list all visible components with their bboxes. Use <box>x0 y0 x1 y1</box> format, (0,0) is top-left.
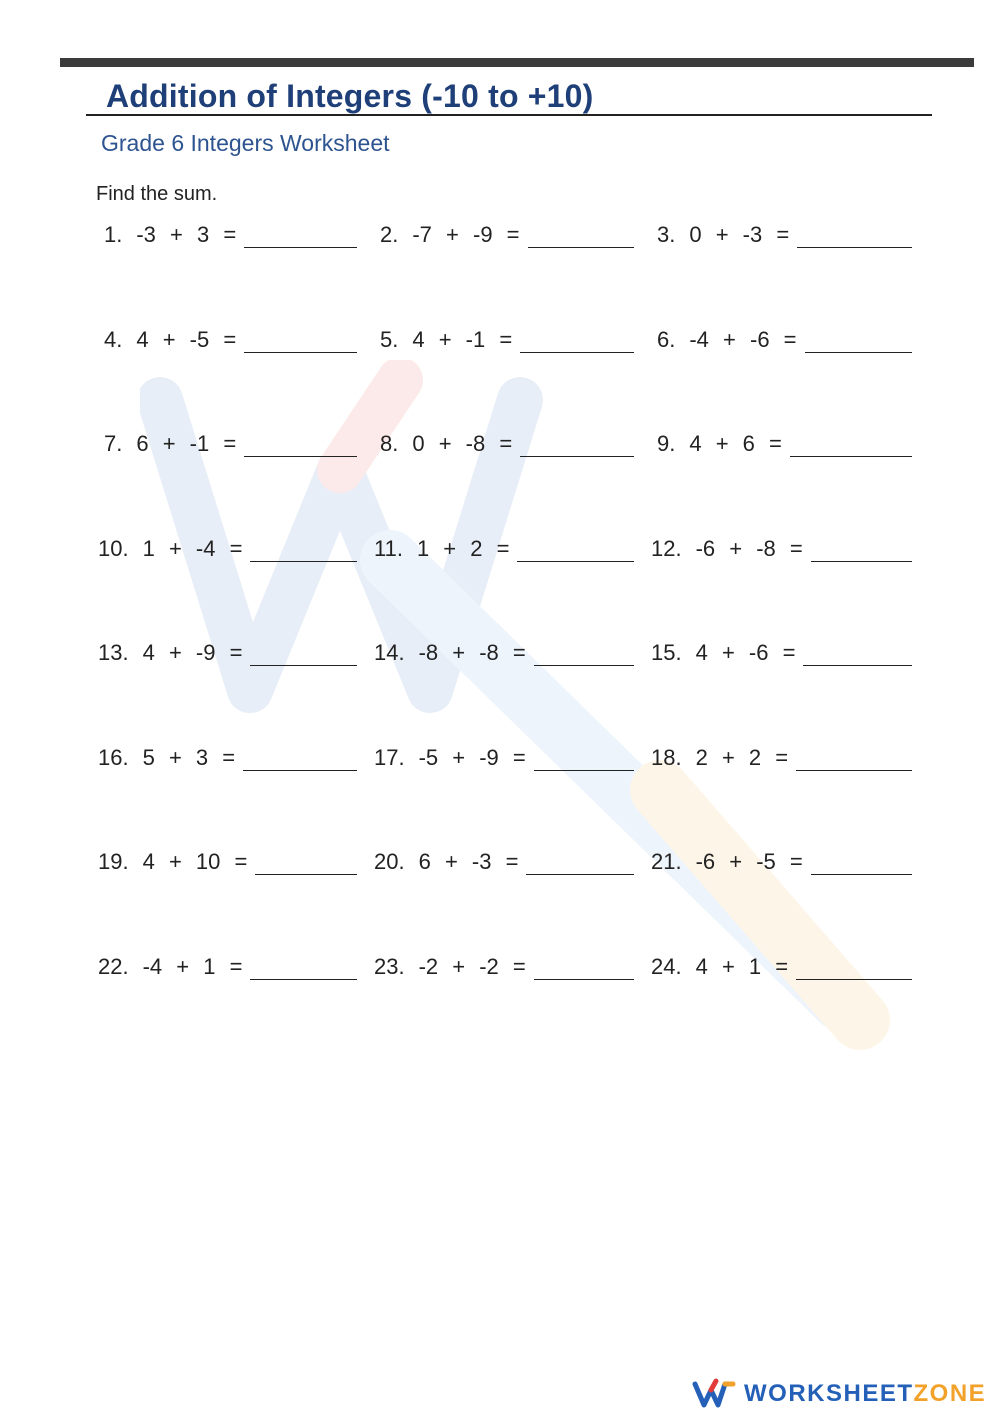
problem-number: 23. <box>374 953 405 979</box>
problem-item <box>374 839 634 875</box>
problem-expression: 4 + 6 = <box>689 431 782 456</box>
problem-item <box>657 212 912 248</box>
brand-text-zone: ZONE <box>913 1380 987 1407</box>
answer-blank[interactable] <box>811 850 912 875</box>
answer-blank[interactable] <box>528 223 634 248</box>
worksheetzone-logo-icon <box>692 1378 736 1410</box>
answer-blank[interactable] <box>244 328 357 353</box>
problem-item <box>374 526 634 562</box>
problem-item <box>651 735 912 771</box>
problem-expression: 1 + -4 = <box>142 535 243 561</box>
problem-item <box>657 421 912 457</box>
problem-expression: -4 + -6 = <box>689 326 797 352</box>
answer-blank[interactable] <box>520 432 634 457</box>
answer-blank[interactable] <box>517 537 634 562</box>
problem-number: 19. <box>98 849 129 874</box>
problem-item <box>374 944 634 980</box>
problem-number: 2. <box>380 222 399 247</box>
answer-blank[interactable] <box>534 641 634 666</box>
problem-number: 24. <box>651 953 682 979</box>
problem-expression: 4 + -5 = <box>136 326 237 352</box>
problem-number: 6. <box>657 326 676 352</box>
problem-number: 1. <box>104 222 123 247</box>
problem-item <box>98 630 357 666</box>
answer-blank[interactable] <box>255 850 357 875</box>
problem-number: 7. <box>104 431 123 456</box>
answer-blank[interactable] <box>797 223 912 248</box>
problem-number: 17. <box>374 744 405 770</box>
problem-expression: -5 + -9 = <box>418 744 526 770</box>
problem-expression: 6 + -3 = <box>418 849 519 874</box>
problem-number: 10. <box>98 535 129 561</box>
worksheet-subtitle: Grade 6 Integers Worksheet <box>101 130 390 156</box>
answer-blank[interactable] <box>805 328 912 353</box>
problem-expression: -7 + -9 = <box>412 222 520 247</box>
problem-expression: 4 + -6 = <box>695 640 796 665</box>
answer-blank[interactable] <box>796 746 912 771</box>
problem-item <box>657 317 912 353</box>
problem-item <box>98 526 357 562</box>
problem-expression: -6 + -5 = <box>695 849 803 874</box>
brand-footer <box>692 1378 986 1410</box>
answer-blank[interactable] <box>526 850 634 875</box>
answer-blank[interactable] <box>534 955 634 980</box>
problem-number: 13. <box>98 640 129 665</box>
problem-expression: 6 + -1 = <box>136 431 237 456</box>
problem-expression: 0 + -3 = <box>689 222 790 247</box>
problem-number: 14. <box>374 640 405 665</box>
problem-expression: 4 + -1 = <box>412 326 513 352</box>
problem-expression: -8 + -8 = <box>418 640 526 665</box>
problem-item <box>104 317 357 353</box>
problem-expression: 5 + 3 = <box>142 744 236 770</box>
answer-blank[interactable] <box>803 641 912 666</box>
problem-number: 9. <box>657 431 676 456</box>
problem-expression: 4 + 10 = <box>142 849 248 874</box>
problem-item <box>98 839 357 875</box>
problem-expression: 2 + 2 = <box>695 744 789 770</box>
answer-blank[interactable] <box>796 955 912 980</box>
problem-number: 12. <box>651 535 682 561</box>
problem-expression: -3 + 3 = <box>136 222 237 247</box>
problem-number: 15. <box>651 640 682 665</box>
problem-item <box>374 630 634 666</box>
answer-blank[interactable] <box>243 746 357 771</box>
problem-number: 8. <box>380 431 399 456</box>
answer-blank[interactable] <box>250 955 357 980</box>
problem-number: 4. <box>104 326 123 352</box>
problem-expression: 4 + -9 = <box>142 640 243 665</box>
problem-item <box>380 212 634 248</box>
problem-expression: -2 + -2 = <box>418 953 526 979</box>
problem-expression: 0 + -8 = <box>412 431 513 456</box>
problem-expression: 4 + 1 = <box>695 953 789 979</box>
problem-number: 18. <box>651 744 682 770</box>
problem-item <box>651 839 912 875</box>
problem-expression: 1 + 2 = <box>416 535 510 561</box>
problem-item <box>380 317 634 353</box>
problem-item <box>651 526 912 562</box>
problem-item <box>104 421 357 457</box>
problem-number: 16. <box>98 744 129 770</box>
problem-number: 3. <box>657 222 676 247</box>
answer-blank[interactable] <box>250 537 357 562</box>
problem-number: 11. <box>374 535 403 561</box>
problem-item <box>651 944 912 980</box>
problem-item <box>104 212 357 248</box>
problem-expression: -4 + 1 = <box>142 953 243 979</box>
problem-item <box>98 735 357 771</box>
problem-number: 22. <box>98 953 129 979</box>
answer-blank[interactable] <box>811 537 912 562</box>
problem-item <box>380 421 634 457</box>
problem-item <box>98 944 357 980</box>
instructions: Find the sum. <box>96 183 218 205</box>
answer-blank[interactable] <box>790 432 912 457</box>
answer-blank[interactable] <box>534 746 634 771</box>
problem-item <box>374 735 634 771</box>
problem-expression: -6 + -8 = <box>695 535 803 561</box>
problem-item <box>651 630 912 666</box>
answer-blank[interactable] <box>250 641 357 666</box>
worksheet-title: Addition of Integers (-10 to +10) <box>106 78 594 114</box>
problem-number: 21. <box>651 849 682 874</box>
problem-number: 5. <box>380 326 399 352</box>
answer-blank[interactable] <box>244 223 357 248</box>
answer-blank[interactable] <box>244 432 357 457</box>
brand-text-worksheet: WORKSHEET <box>744 1380 914 1407</box>
answer-blank[interactable] <box>520 328 634 353</box>
problem-number: 20. <box>374 849 405 874</box>
